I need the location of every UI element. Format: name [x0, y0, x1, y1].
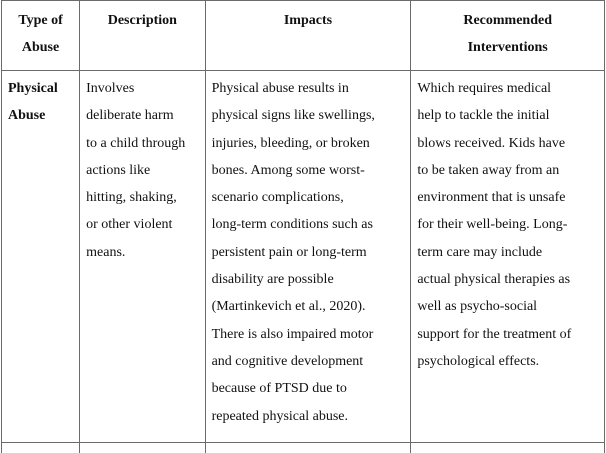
cell-line: for their well-being. Long- [417, 211, 598, 238]
cell-line: help to tackle the initial [417, 102, 598, 129]
cell-line: scenario complications, [212, 184, 405, 211]
cell-line: physical signs like swellings, [212, 102, 405, 129]
table-row-next [2, 443, 605, 453]
header-line: Impacts [212, 7, 405, 34]
cell-line: to a child through [86, 130, 198, 157]
cell-line: actual physical therapies as [417, 266, 598, 293]
cell-line: means. [86, 239, 198, 266]
header-row [2, 1, 605, 71]
cell-line: Physical [8, 75, 73, 102]
cell-line: or other violent [86, 211, 198, 238]
cell-line: (Martinkevich et al., 2020). [212, 293, 405, 320]
cell-line: bones. Among some worst- [212, 157, 405, 184]
cell-line: environment that is unsafe [417, 184, 598, 211]
cell-description [80, 71, 205, 443]
cell-line: Which requires medical [417, 75, 598, 102]
cell-line: and cognitive development [212, 348, 405, 375]
header-recommended-interventions [411, 1, 605, 71]
cell-line: support for the treatment of [417, 321, 598, 348]
cell-line: term care may include [417, 239, 598, 266]
header-line: Type of [8, 7, 73, 34]
cell-type [2, 71, 80, 443]
cell-line: actions like [86, 157, 198, 184]
cell-impacts [205, 71, 411, 443]
header-type-of-abuse [2, 1, 80, 71]
cell-line: because of PTSD due to [212, 375, 405, 402]
cell-line: disability are possible [212, 266, 405, 293]
cell-line: psychological effects. [417, 348, 598, 375]
cell-line: persistent pain or long-term [212, 239, 405, 266]
cell-line: injuries, bleeding, or broken [212, 130, 405, 157]
cell-empty [2, 443, 80, 453]
cell-empty [80, 443, 205, 453]
header-line: Description [86, 7, 198, 34]
header-impacts [205, 1, 411, 71]
cell-line: to be taken away from an [417, 157, 598, 184]
cell-line: Abuse [8, 102, 73, 129]
cell-line: well as psycho-social [417, 293, 598, 320]
cell-line: deliberate harm [86, 102, 198, 129]
cell-line: Involves [86, 75, 198, 102]
cell-line: repeated physical abuse. [212, 403, 405, 430]
header-line: Interventions [417, 34, 598, 61]
cell-line: Physical abuse results in [212, 75, 405, 102]
cell-line: hitting, shaking, [86, 184, 198, 211]
abuse-table [1, 0, 605, 453]
cell-empty [411, 443, 605, 453]
cell-empty [205, 443, 411, 453]
header-line: Recommended [417, 7, 598, 34]
cell-interventions [411, 71, 605, 443]
cell-line: There is also impaired motor [212, 321, 405, 348]
header-description [80, 1, 205, 71]
table-row [2, 71, 605, 443]
cell-line: long-term conditions such as [212, 211, 405, 238]
cell-line: blows received. Kids have [417, 130, 598, 157]
header-line: Abuse [8, 34, 73, 61]
